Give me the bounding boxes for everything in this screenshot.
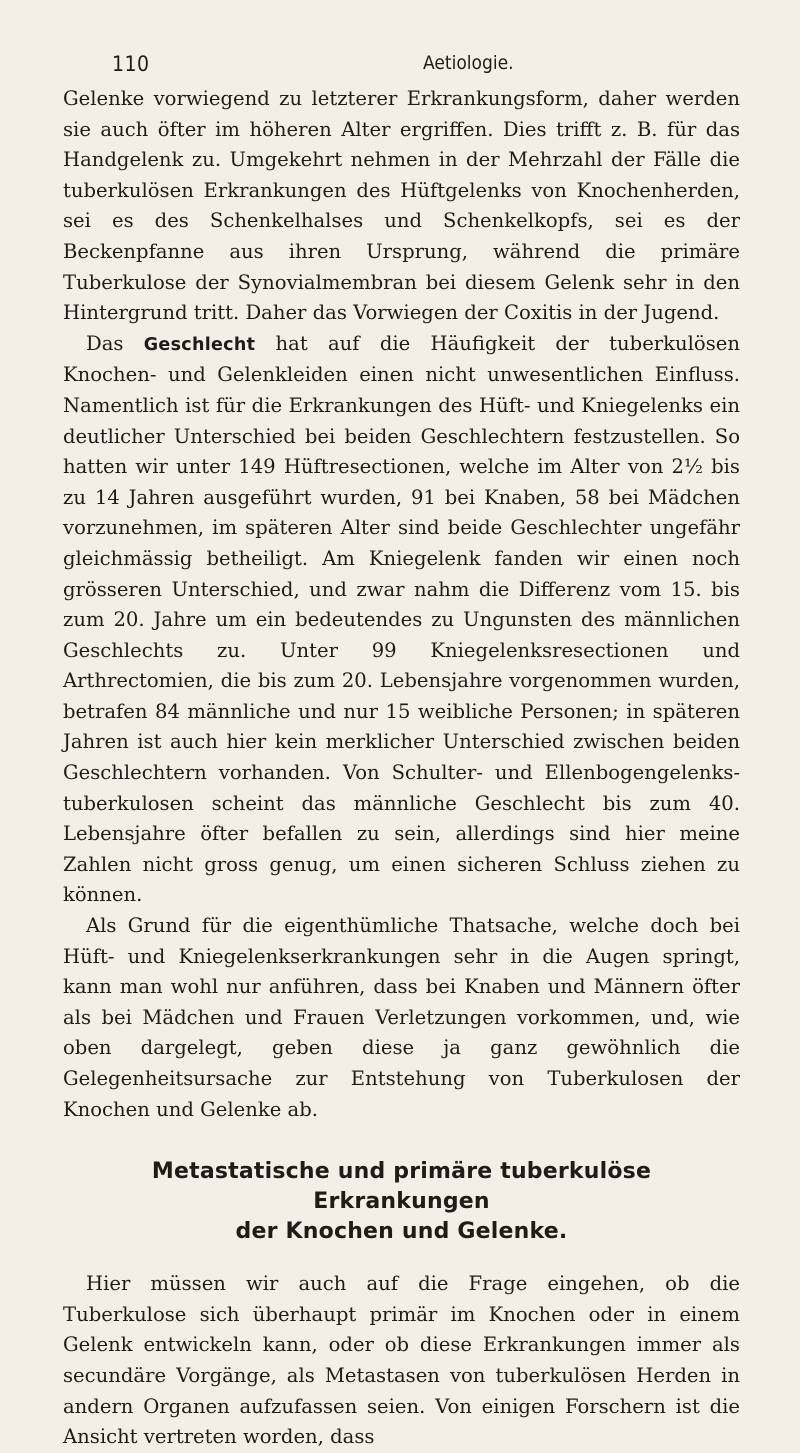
paragraph-2 [63,329,740,911]
running-title: Aetiologie. [423,52,514,74]
paragraph-1: Gelenke vorwiegend zu letzterer Erkrankungsform, daher werden sie auch öfter im höheren Alter ergriffen. Dies trifft z. B. für das Handgelenk zu. Umgekehrt nehmen in der Mehrzahl der Fälle die tuberkulösen Erkrankungen des Hüftgelenks von Knochenherden, sei es des Schenkelhalses und Schenkelkopfs, sei es der Beckenpfanne aus ihren Ursprung, während die primäre Tuberkulose der Synovialmembran bei diesem Gelenk sehr in den Hintergrund tritt. Daher das Vorwiegen der Coxitis in der Jugend. [63,87,740,325]
page-body [63,84,740,1453]
page-header [112,52,752,78]
paragraph-4: Hier müssen wir auch auf die Frage eingehen, ob die Tuberkulose sich überhaupt primär im Knochen oder in einem Gelenk entwickeln kann, oder ob diese Erkrankungen immer als secundäre Vorgänge, als Metastasen von tuberkulösen Herden in andern Organen aufzufassen seien. Von einigen Forschern ist die Ansicht vertreten worden, dass [63,1272,740,1449]
section-heading-line-1: Metastatische und primäre tuberkulöse Erkrankungen [151,1159,652,1215]
paragraph-3: Als Grund für die eigenthümliche Thatsache, welche doch bei Hüft- und Kniegelenkserkrankungen sehr in die Augen springt, kann man wohl nur anführen, dass bei Knaben und Männern öfter als bei Mädchen und Frauen Verletzungen vorkommen, und, wie oben dargelegt, geben diese ja ganz gewöhnlich die Gelegenheitsursache zur Entstehung von Tuberkulosen der Knochen und Gelenke ab. [63,914,740,1121]
paragraph-2-lead: Das [86,331,144,355]
section-heading-line-2: der Knochen und Gelenke. [235,1219,568,1245]
paragraph-2-text: hat auf die Häufigkeit der tuberkulösen Knochen- und Gelenkleiden einen nicht unwesentlichen Einfluss. Namentlich ist für die Erkrankungen des Hüft- und Kniegelenks ein deutlicher Unterschied bei beiden Geschlechtern festzustellen. So hatten wir unter 149 Hüftresectionen, welche im Alter von 2½ bis zu 14 Jahren ausgeführt wurden, 91 bei Knaben, 58 bei Mädchen vorzunehmen, im späteren Alter sind beide Geschlechter ungefähr gleichmässig betheiligt. Am Kniegelenk fanden wir einen noch grösseren Unterschied, und zwar nahm die Differenz vom 15. bis zum 20. Jahre um ein bedeutendes zu Ungunsten des männlichen Geschlechts zu. Unter 99 Kniegelenksresectionen und Arthrectomien, die bis zum 20. Lebensjahre vorgenommen wurden, betrafen 84 männliche und nur 15 weibliche Personen; in späteren Jahren ist auch hier kein merklicher Unterschied zwischen beiden Geschlechtern vorhanden. Von Schulter- und Ellenbogengelenkstuberkulosen scheint das männliche Geschlecht bis zum 40. Lebensjahre öfter befallen zu sein, allerdings sind hier meine Zahlen nicht gross genug, um einen sicheren Schluss ziehen zu können. [63,331,740,907]
emphasized-term: Geschlecht [143,334,256,355]
section-heading [63,1157,740,1247]
page-number: 110 [112,52,150,76]
